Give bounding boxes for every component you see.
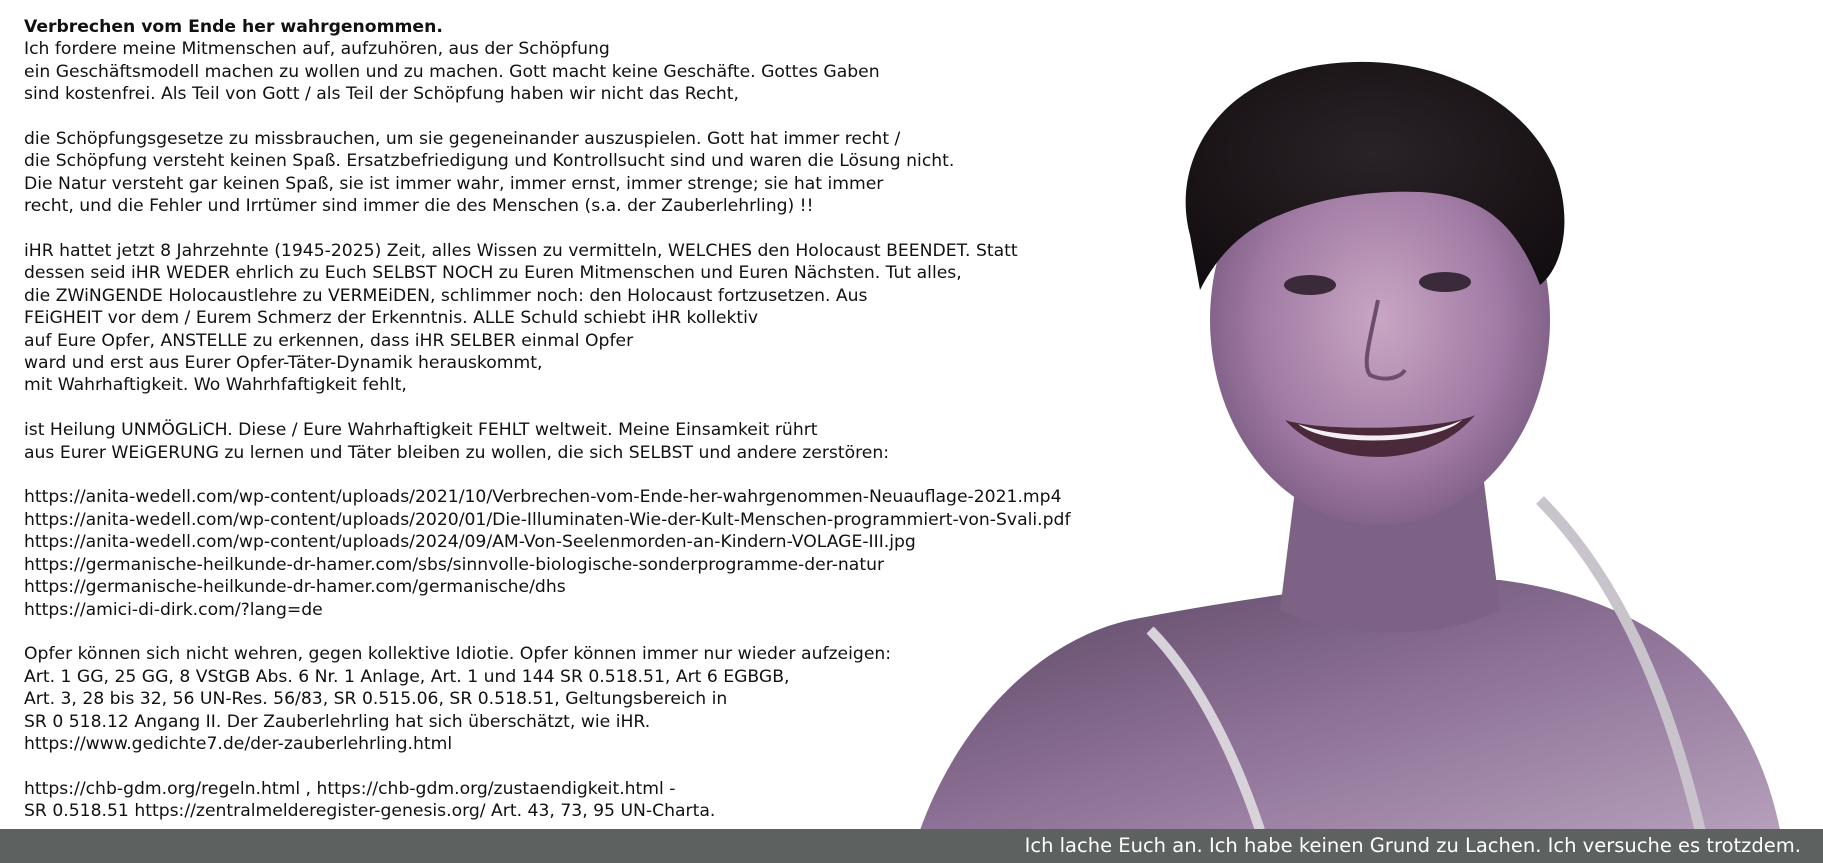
caption-bar bbox=[0, 829, 1823, 863]
text-line: SR 0 518.12 Angang II. Der Zauberlehrling hat sich überschätzt, wie iHR. bbox=[24, 711, 651, 732]
text-line: aus Eurer WEiGERUNG zu lernen und Täter bleiben zu wollen, die sich SELBST und andere zerstören: bbox=[24, 442, 890, 463]
url-line: https://germanische-heilkunde-dr-hamer.com/germanische/dhs bbox=[24, 577, 566, 598]
text-line: https://chb-gdm.org/regeln.html , https://chb-gdm.org/zustaendigkeit.html - bbox=[24, 778, 676, 799]
caption-text: Ich lache Euch an. Ich habe keinen Grund zu Lachen. Ich versuche es trotzdem. bbox=[1024, 834, 1801, 857]
document-title: Verbrechen vom Ende her wahrgenommen. bbox=[24, 17, 443, 37]
text-line: recht, und die Fehler und Irrtümer sind immer die des Menschen (s.a. der Zauberlehrling) !! bbox=[24, 196, 814, 217]
text-line: auf Eure Opfer, ANSTELLE zu erkennen, dass iHR SELBER einmal Opfer bbox=[24, 330, 634, 351]
text-line: Art. 3, 28 bis 32, 56 UN-Res. 56/83, SR 0.515.06, SR 0.518.51, Geltungsbereich in bbox=[24, 689, 728, 710]
paragraph-gap bbox=[24, 397, 1224, 419]
url-line: https://anita-wedell.com/wp-content/uploads/2024/09/AM-Von-Seelenmorden-an-Kindern-VOLAGE-III.jpg bbox=[24, 532, 916, 553]
text-line: FEiGHEIT vor dem / Eurem Schmerz der Erkenntnis. ALLE Schuld schiebt iHR kollektiv bbox=[24, 308, 759, 329]
text-line: dessen seid iHR WEDER ehrlich zu Euch SELBST NOCH zu Euren Mitmenschen und Euren Nächsten. Tut alles, bbox=[24, 263, 962, 284]
text-line: iHR hattet jetzt 8 Jahrzehnte (1945-2025) Zeit, alles Wissen zu vermitteln, WELCHES den Holocaust BEENDET. Statt bbox=[24, 241, 1018, 262]
text-line: sind kostenfrei. Als Teil von Gott / als Teil der Schöpfung haben wir nicht das Recht, bbox=[24, 84, 740, 105]
text-line: Ich fordere meine Mitmenschen auf, aufzuhören, aus der Schöpfung bbox=[24, 39, 610, 60]
url-line: https://amici-di-dirk.com/?lang=de bbox=[24, 599, 323, 620]
text-line: Opfer können sich nicht wehren, gegen kollektive Idiotie. Opfer können immer nur wieder aufzeigen: bbox=[24, 644, 892, 665]
paragraph-gap bbox=[24, 464, 1224, 486]
paragraph-gap bbox=[24, 621, 1224, 643]
paragraph-gap bbox=[24, 106, 1224, 128]
document-text bbox=[24, 16, 1224, 823]
text-line: die Schöpfung versteht keinen Spaß. Ersatzbefriedigung und Kontrollsucht sind und waren die Lösung nicht. bbox=[24, 151, 955, 172]
paragraph-gap bbox=[24, 218, 1224, 240]
text-line: Art. 1 GG, 25 GG, 8 VStGB Abs. 6 Nr. 1 Anlage, Art. 1 und 144 SR 0.518.51, Art 6 EGBGB, bbox=[24, 666, 790, 687]
eye-left bbox=[1284, 275, 1336, 295]
text-line: Die Natur versteht gar keinen Spaß, sie ist immer wahr, immer ernst, immer strenge; sie hat immer bbox=[24, 173, 884, 194]
url-line: https://germanische-heilkunde-dr-hamer.com/sbs/sinnvolle-biologische-sonderprogramme-der-natur bbox=[24, 554, 885, 575]
text-line: SR 0.518.51 https://zentralmelderegister-genesis.org/ Art. 43, 73, 95 UN-Charta. bbox=[24, 801, 716, 822]
text-line: mit Wahrhaftigkeit. Wo Wahrhfaftigkeit fehlt, bbox=[24, 375, 407, 396]
text-line: ist Heilung UNMÖGLiCH. Diese / Eure Wahrhaftigkeit FEHLT weltweit. Meine Einsamkeit rührt bbox=[24, 420, 818, 441]
url-line: https://www.gedichte7.de/der-zauberlehrling.html bbox=[24, 733, 453, 754]
text-line: die Schöpfungsgesetze zu missbrauchen, um sie gegeneinander auszuspielen. Gott hat immer recht / bbox=[24, 129, 901, 150]
text-line: ward und erst aus Eurer Opfer-Täter-Dynamik herauskommt, bbox=[24, 353, 543, 374]
eye-right bbox=[1419, 272, 1471, 292]
url-line: https://anita-wedell.com/wp-content/uploads/2020/01/Die-Illuminaten-Wie-der-Kult-Menschen-programmiert-von-Svali.pdf bbox=[24, 509, 1071, 530]
url-line: https://anita-wedell.com/wp-content/uploads/2021/10/Verbrechen-vom-Ende-her-wahrgenommen-Neuauflage-2021.mp4 bbox=[24, 487, 1062, 508]
text-line: ein Geschäftsmodell machen zu wollen und zu machen. Gott macht keine Geschäfte. Gottes Gaben bbox=[24, 61, 880, 82]
text-line: die ZWiNGENDE Holocaustlehre zu VERMEiDEN, schlimmer noch: den Holocaust fortzusetzen. Aus bbox=[24, 285, 868, 306]
paragraph-gap bbox=[24, 755, 1224, 777]
